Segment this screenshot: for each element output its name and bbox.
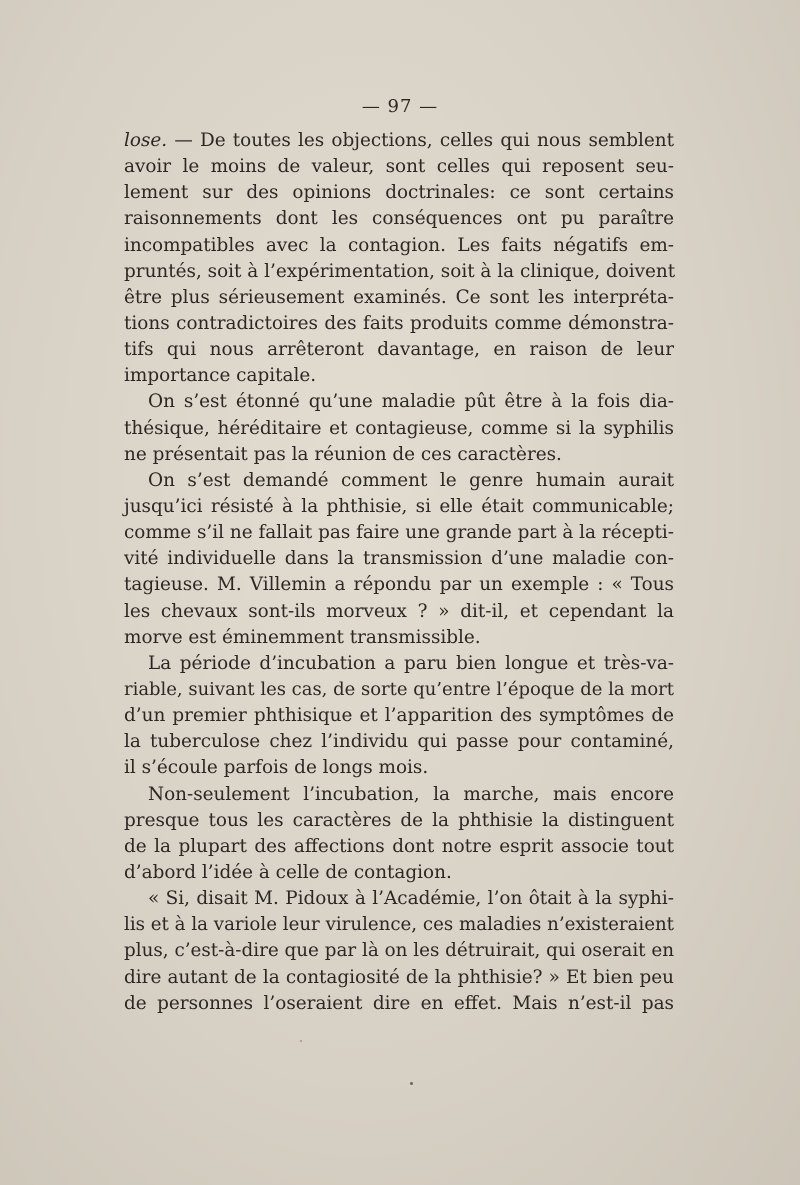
text-line: la tuberculose chez l’individu qui passe pour contaminé, [124, 731, 674, 753]
text-line: raisonnements dont les conséquences ont pu paraître [124, 208, 674, 230]
text-line: vité individuelle dans la transmission d’une maladie con- [124, 548, 674, 570]
text-line: « Si, disait M. Pidoux à l’Académie, l’on ôtait à la syphi- [148, 888, 674, 910]
text-line: tions contradictoires des faits produits comme démonstra- [124, 312, 674, 334]
text-line: lis et à la variole leur virulence, ces maladies n’existeraient [124, 914, 674, 936]
text-line: dire autant de la contagiosité de la phthisie? » Et bien peu [124, 966, 674, 988]
text-line: presque tous les caractères de la phthisie la distinguent [124, 809, 674, 831]
text-line: riable, suivant les cas, de sorte qu’entre l’époque de la mort [124, 678, 674, 700]
text-line: tagieuse. M. Villemin a répondu par un exemple : « Tous [124, 574, 674, 596]
text-line: thésique, héréditaire et contagieuse, comme si la syphilis [124, 417, 674, 439]
paper-speck [410, 1082, 413, 1085]
text-line: On s’est étonné qu’une maladie pût être à la fois dia- [148, 391, 674, 413]
text-line: importance capitale. [124, 365, 317, 387]
text-line: lose. — De toutes les objections, celles qui nous semblent [124, 130, 674, 151]
paper-speck [300, 1040, 302, 1042]
text-line: jusqu’ici résisté à la phthisie, si elle était communicable; [124, 495, 674, 517]
text-line: d’un premier phthisique et l’apparition des symptômes de [124, 705, 674, 727]
page-number: — 97 — [361, 96, 439, 117]
text-line: plus, c’est-à-dire que par là on les détruirait, qui oserait en [124, 940, 675, 962]
text-line: morve est éminemment transmissible. [124, 626, 481, 648]
text-line: Non-seulement l’incubation, la marche, mais encore [148, 783, 674, 805]
text-line: incompatibles avec la contagion. Les faits négatifs em- [124, 234, 674, 256]
text-line: les chevaux sont-ils morveux ? » dit-il, et cependant la [124, 600, 674, 622]
text-line: tifs qui nous arrêteront davantage, en raison de leur [124, 339, 674, 361]
text-line: lement sur des opinions doctrinales: ce sont certains [124, 182, 674, 204]
text-line: On s’est demandé comment le genre humain aurait [148, 469, 674, 491]
text-line: il s’écoule parfois de longs mois. [124, 757, 429, 779]
text-line: La période d’incubation a paru bien longue et très-va- [148, 652, 674, 674]
body-text [124, 128, 674, 1017]
text-line: pruntés, soit à l’expérimentation, soit à la clinique, doivent [124, 260, 676, 282]
text-line: avoir le moins de valeur, sont celles qui reposent seu- [124, 156, 674, 178]
text-line: ne présentait pas la réunion de ces caractères. [124, 443, 562, 465]
text-line: être plus sérieusement examinés. Ce sont les interpréta- [124, 286, 674, 308]
text-line: comme s’il ne fallait pas faire une grande part à la récepti- [124, 522, 674, 544]
text-line: d’abord l’idée à celle de contagion. [124, 861, 452, 883]
text-line: de la plupart des affections dont notre esprit associe tout [124, 835, 674, 857]
text-line: de personnes l’oseraient dire en effet. Mais n’est-il pas [124, 992, 674, 1014]
